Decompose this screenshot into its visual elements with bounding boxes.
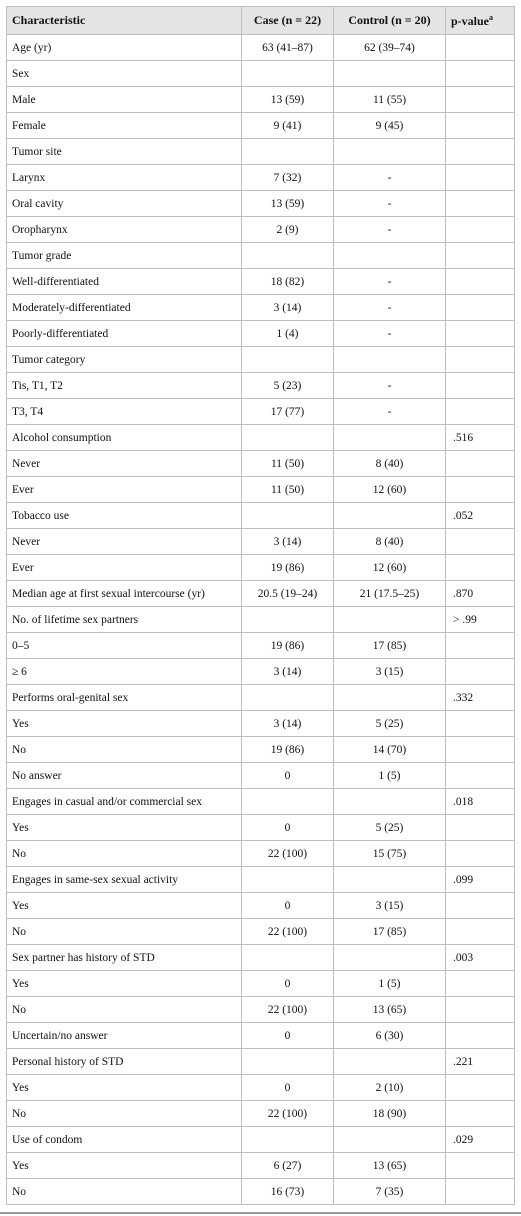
table-row xyxy=(7,1153,515,1179)
cell-pvalue xyxy=(446,217,515,243)
cell-case xyxy=(242,789,334,815)
table-row xyxy=(7,581,515,607)
cell-characteristic: Age (yr) xyxy=(7,35,242,61)
cell-case: 1 (4) xyxy=(242,321,334,347)
cell-case: 22 (100) xyxy=(242,997,334,1023)
cell-case: 5 (23) xyxy=(242,373,334,399)
cell-case: 2 (9) xyxy=(242,217,334,243)
table-row xyxy=(7,893,515,919)
table-row xyxy=(7,113,515,139)
cell-case: 0 xyxy=(242,1023,334,1049)
cell-control: 17 (85) xyxy=(334,919,446,945)
cell-control: 12 (60) xyxy=(334,477,446,503)
cell-control xyxy=(334,503,446,529)
table-row xyxy=(7,555,515,581)
cell-characteristic: Personal history of STD xyxy=(7,1049,242,1075)
cell-pvalue: .029 xyxy=(446,1127,515,1153)
cell-pvalue xyxy=(446,269,515,295)
cell-characteristic: Tumor grade xyxy=(7,243,242,269)
table-row xyxy=(7,477,515,503)
cell-case xyxy=(242,685,334,711)
table-row xyxy=(7,1075,515,1101)
cell-control: - xyxy=(334,399,446,425)
cell-control: - xyxy=(334,321,446,347)
cell-characteristic: Well-differentiated xyxy=(7,269,242,295)
cell-case: 20.5 (19–24) xyxy=(242,581,334,607)
cell-characteristic: Yes xyxy=(7,1075,242,1101)
cell-pvalue xyxy=(446,763,515,789)
cell-control xyxy=(334,1127,446,1153)
cell-characteristic: Never xyxy=(7,451,242,477)
cell-characteristic: Moderately-differentiated xyxy=(7,295,242,321)
cell-control: 2 (10) xyxy=(334,1075,446,1101)
table-row xyxy=(7,373,515,399)
cell-characteristic: Ever xyxy=(7,477,242,503)
cell-control xyxy=(334,789,446,815)
table-row xyxy=(7,763,515,789)
cell-pvalue xyxy=(446,61,515,87)
table-header-row xyxy=(7,7,515,35)
cell-control: 14 (70) xyxy=(334,737,446,763)
cell-case: 9 (41) xyxy=(242,113,334,139)
cell-pvalue: .052 xyxy=(446,503,515,529)
cell-case: 19 (86) xyxy=(242,555,334,581)
cell-control xyxy=(334,139,446,165)
cell-pvalue xyxy=(446,113,515,139)
cell-pvalue xyxy=(446,243,515,269)
cell-control xyxy=(334,1049,446,1075)
table-row xyxy=(7,503,515,529)
cell-characteristic: Performs oral-genital sex xyxy=(7,685,242,711)
cell-control xyxy=(334,607,446,633)
table-row xyxy=(7,321,515,347)
cell-case xyxy=(242,243,334,269)
cell-case: 63 (41–87) xyxy=(242,35,334,61)
table-row xyxy=(7,607,515,633)
cell-pvalue xyxy=(446,971,515,997)
cell-case: 7 (32) xyxy=(242,165,334,191)
table-row xyxy=(7,789,515,815)
cell-characteristic: Yes xyxy=(7,815,242,841)
cell-characteristic: Yes xyxy=(7,711,242,737)
cell-control: - xyxy=(334,269,446,295)
table-row xyxy=(7,841,515,867)
cell-pvalue xyxy=(446,165,515,191)
cell-control: - xyxy=(334,165,446,191)
table-row xyxy=(7,1127,515,1153)
cell-case: 0 xyxy=(242,893,334,919)
cell-characteristic: Engages in casual and/or commercial sex xyxy=(7,789,242,815)
cell-control: 3 (15) xyxy=(334,659,446,685)
cell-case: 11 (50) xyxy=(242,477,334,503)
header-characteristic: Characteristic xyxy=(7,7,242,35)
table-row xyxy=(7,191,515,217)
cell-characteristic: No xyxy=(7,737,242,763)
cell-case xyxy=(242,139,334,165)
table-row xyxy=(7,87,515,113)
cell-characteristic: Tumor category xyxy=(7,347,242,373)
cell-control: 21 (17.5–25) xyxy=(334,581,446,607)
table-row xyxy=(7,685,515,711)
cell-case: 17 (77) xyxy=(242,399,334,425)
table-row xyxy=(7,295,515,321)
cell-characteristic: Sex xyxy=(7,61,242,87)
table-row xyxy=(7,165,515,191)
table-row xyxy=(7,971,515,997)
cell-characteristic: T3, T4 xyxy=(7,399,242,425)
table-row xyxy=(7,1179,515,1205)
table-row xyxy=(7,711,515,737)
cell-characteristic: Engages in same-sex sexual activity xyxy=(7,867,242,893)
cell-control xyxy=(334,425,446,451)
cell-case: 18 (82) xyxy=(242,269,334,295)
cell-pvalue xyxy=(446,87,515,113)
cell-control: 1 (5) xyxy=(334,971,446,997)
cell-pvalue xyxy=(446,1179,515,1205)
cell-case: 0 xyxy=(242,815,334,841)
cell-characteristic: Female xyxy=(7,113,242,139)
table-row xyxy=(7,1023,515,1049)
cell-control xyxy=(334,347,446,373)
cell-pvalue xyxy=(446,373,515,399)
cell-control xyxy=(334,61,446,87)
cell-control: 17 (85) xyxy=(334,633,446,659)
cell-control: 11 (55) xyxy=(334,87,446,113)
cell-pvalue xyxy=(446,997,515,1023)
cell-characteristic: Larynx xyxy=(7,165,242,191)
table-row xyxy=(7,815,515,841)
table-row xyxy=(7,347,515,373)
cell-pvalue xyxy=(446,711,515,737)
cell-case: 6 (27) xyxy=(242,1153,334,1179)
table-row xyxy=(7,399,515,425)
cell-case xyxy=(242,945,334,971)
table-body xyxy=(7,35,515,1205)
table-row xyxy=(7,451,515,477)
table-row xyxy=(7,269,515,295)
cell-control: - xyxy=(334,217,446,243)
cell-characteristic: Never xyxy=(7,529,242,555)
header-pvalue-footnote-marker: a xyxy=(489,12,494,22)
cell-pvalue: .221 xyxy=(446,1049,515,1075)
table-row xyxy=(7,659,515,685)
table-row xyxy=(7,867,515,893)
table-row xyxy=(7,425,515,451)
cell-case xyxy=(242,1127,334,1153)
cell-case: 0 xyxy=(242,1075,334,1101)
cell-characteristic: Male xyxy=(7,87,242,113)
cell-control: 1 (5) xyxy=(334,763,446,789)
cell-pvalue xyxy=(446,321,515,347)
table-row xyxy=(7,61,515,87)
cell-characteristic: Yes xyxy=(7,971,242,997)
cell-control: - xyxy=(334,295,446,321)
cell-pvalue xyxy=(446,659,515,685)
cell-control: 15 (75) xyxy=(334,841,446,867)
cell-pvalue xyxy=(446,139,515,165)
cell-characteristic: Oral cavity xyxy=(7,191,242,217)
cell-pvalue: .870 xyxy=(446,581,515,607)
cell-pvalue xyxy=(446,295,515,321)
cell-characteristic: 0–5 xyxy=(7,633,242,659)
cell-pvalue xyxy=(446,815,515,841)
header-case: Case (n = 22) xyxy=(242,7,334,35)
cell-case: 0 xyxy=(242,763,334,789)
cell-control xyxy=(334,243,446,269)
cell-characteristic: Tis, T1, T2 xyxy=(7,373,242,399)
cell-case xyxy=(242,1049,334,1075)
table-row xyxy=(7,945,515,971)
cell-control xyxy=(334,685,446,711)
cell-control xyxy=(334,867,446,893)
cell-characteristic: Use of condom xyxy=(7,1127,242,1153)
cell-pvalue xyxy=(446,1101,515,1127)
cell-case: 0 xyxy=(242,971,334,997)
cell-pvalue xyxy=(446,841,515,867)
cell-pvalue xyxy=(446,35,515,61)
table-row xyxy=(7,35,515,61)
cell-case: 3 (14) xyxy=(242,659,334,685)
cell-pvalue xyxy=(446,555,515,581)
cell-pvalue xyxy=(446,1153,515,1179)
cell-case xyxy=(242,61,334,87)
cell-characteristic: No xyxy=(7,1179,242,1205)
cell-case: 11 (50) xyxy=(242,451,334,477)
cell-characteristic: Poorly-differentiated xyxy=(7,321,242,347)
cell-pvalue xyxy=(446,477,515,503)
cell-pvalue xyxy=(446,737,515,763)
cell-control: 3 (15) xyxy=(334,893,446,919)
cell-pvalue xyxy=(446,529,515,555)
cell-control: 7 (35) xyxy=(334,1179,446,1205)
cell-case: 3 (14) xyxy=(242,711,334,737)
table-row xyxy=(7,919,515,945)
cell-pvalue xyxy=(446,893,515,919)
cell-control: 62 (39–74) xyxy=(334,35,446,61)
cell-control: 6 (30) xyxy=(334,1023,446,1049)
cell-pvalue: .003 xyxy=(446,945,515,971)
cell-characteristic: No. of lifetime sex partners xyxy=(7,607,242,633)
cell-case: 3 (14) xyxy=(242,295,334,321)
table-row xyxy=(7,1101,515,1127)
table-row xyxy=(7,633,515,659)
header-pvalue-label: p-value xyxy=(451,13,490,28)
cell-characteristic: Tumor site xyxy=(7,139,242,165)
cell-pvalue: .516 xyxy=(446,425,515,451)
cell-case: 19 (86) xyxy=(242,633,334,659)
cell-control: 8 (40) xyxy=(334,529,446,555)
cell-characteristic: No xyxy=(7,919,242,945)
table-row xyxy=(7,529,515,555)
cell-characteristic: ≥ 6 xyxy=(7,659,242,685)
cell-control: 13 (65) xyxy=(334,997,446,1023)
cell-characteristic: Sex partner has history of STD xyxy=(7,945,242,971)
bottom-divider xyxy=(0,1212,521,1214)
cell-characteristic: No xyxy=(7,841,242,867)
cell-case: 22 (100) xyxy=(242,841,334,867)
table-row xyxy=(7,243,515,269)
cell-control: 5 (25) xyxy=(334,711,446,737)
cell-case xyxy=(242,347,334,373)
cell-case xyxy=(242,607,334,633)
cell-case xyxy=(242,867,334,893)
cell-characteristic: Uncertain/no answer xyxy=(7,1023,242,1049)
cell-pvalue: > .99 xyxy=(446,607,515,633)
cell-pvalue xyxy=(446,399,515,425)
cell-control: 9 (45) xyxy=(334,113,446,139)
cell-characteristic: No xyxy=(7,1101,242,1127)
table-row xyxy=(7,139,515,165)
table-row xyxy=(7,217,515,243)
table-row xyxy=(7,737,515,763)
cell-control: - xyxy=(334,373,446,399)
cell-characteristic: Tobacco use xyxy=(7,503,242,529)
cell-control xyxy=(334,945,446,971)
cell-case: 19 (86) xyxy=(242,737,334,763)
cell-case: 22 (100) xyxy=(242,1101,334,1127)
cell-control: 5 (25) xyxy=(334,815,446,841)
cell-case: 3 (14) xyxy=(242,529,334,555)
table-row xyxy=(7,1049,515,1075)
cell-case: 13 (59) xyxy=(242,191,334,217)
cell-pvalue xyxy=(446,633,515,659)
cell-control: 8 (40) xyxy=(334,451,446,477)
cell-pvalue xyxy=(446,191,515,217)
cell-pvalue: .099 xyxy=(446,867,515,893)
cell-control: - xyxy=(334,191,446,217)
cell-characteristic: Yes xyxy=(7,893,242,919)
cell-case: 16 (73) xyxy=(242,1179,334,1205)
cell-case xyxy=(242,503,334,529)
cell-pvalue xyxy=(446,919,515,945)
cell-pvalue xyxy=(446,1075,515,1101)
cell-pvalue xyxy=(446,451,515,477)
cell-case: 13 (59) xyxy=(242,87,334,113)
table-row xyxy=(7,997,515,1023)
cell-characteristic: Median age at first sexual intercourse (yr) xyxy=(7,581,242,607)
header-pvalue xyxy=(446,7,515,35)
header-control: Control (n = 20) xyxy=(334,7,446,35)
cell-characteristic: Oropharynx xyxy=(7,217,242,243)
cell-characteristic: Alcohol consumption xyxy=(7,425,242,451)
cell-control: 13 (65) xyxy=(334,1153,446,1179)
cell-pvalue: .018 xyxy=(446,789,515,815)
cell-control: 18 (90) xyxy=(334,1101,446,1127)
cell-control: 12 (60) xyxy=(334,555,446,581)
cell-case: 22 (100) xyxy=(242,919,334,945)
cell-characteristic: No answer xyxy=(7,763,242,789)
cell-pvalue xyxy=(446,1023,515,1049)
cell-pvalue xyxy=(446,347,515,373)
cell-pvalue: .332 xyxy=(446,685,515,711)
cell-characteristic: Ever xyxy=(7,555,242,581)
cell-characteristic: Yes xyxy=(7,1153,242,1179)
cell-case xyxy=(242,425,334,451)
characteristics-table xyxy=(6,6,515,1205)
cell-characteristic: No xyxy=(7,997,242,1023)
